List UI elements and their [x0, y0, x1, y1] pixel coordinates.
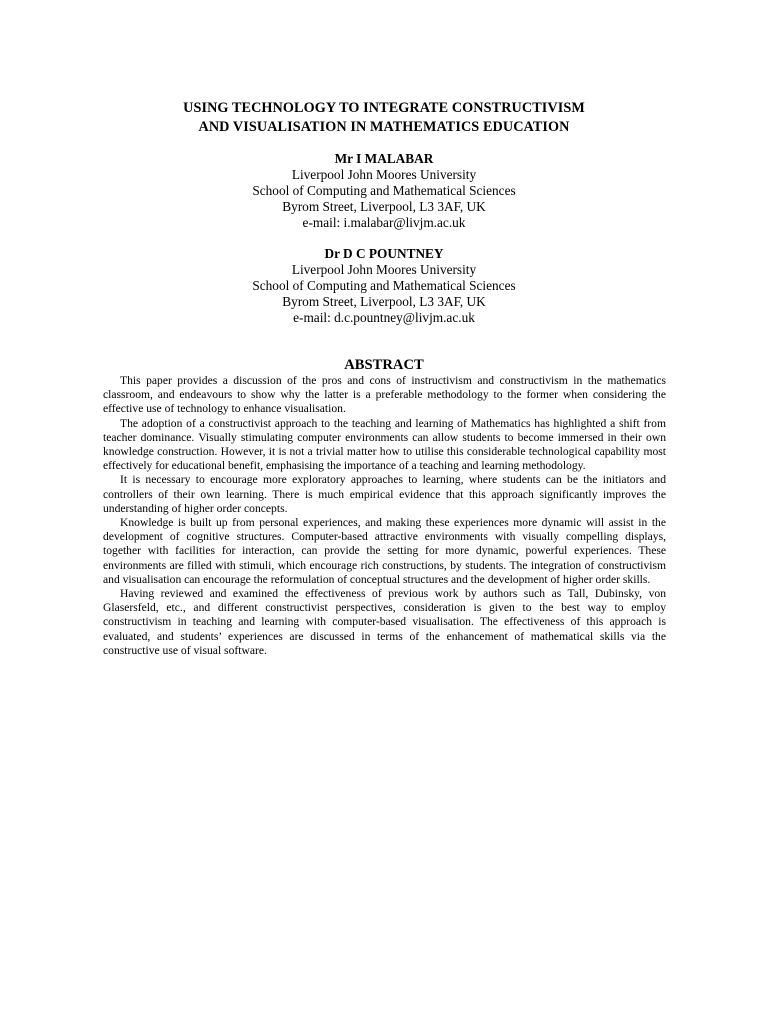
paper-title — [100, 99, 668, 137]
author-name: Dr D C POUNTNEY — [324, 246, 444, 261]
author-name: Mr I MALABAR — [334, 151, 434, 166]
abstract-paragraph: This paper provides a discussion of the pros and cons of instructivism and constructivism in the mathematics classroom, and endeavours to show why the latter is a preferable methodology to the former when considering the effective use of technology to enhance visualisation. — [103, 374, 666, 416]
author-block-malabar — [100, 151, 668, 231]
author-affiliation: Liverpool John Moores University — [291, 262, 477, 277]
author-school: School of Computing and Mathematical Sciences — [252, 278, 516, 293]
author-school: School of Computing and Mathematical Sciences — [252, 183, 516, 198]
paper-title-line-1: USING TECHNOLOGY TO INTEGRATE CONSTRUCTIVISM — [183, 100, 585, 116]
abstract-paragraph: It is necessary to encourage more exploratory approaches to learning, where students can be the initiators and controllers of their own learning. There is much empirical evidence that this approach significantly improves the understanding of higher order concepts. — [103, 473, 666, 515]
author-address: Byrom Street, Liverpool, L3 3AF, UK — [282, 199, 486, 214]
abstract-heading: ABSTRACT — [344, 357, 424, 373]
paper-title-line-2: AND VISUALISATION IN MATHEMATICS EDUCATION — [198, 119, 570, 135]
author-affiliation: Liverpool John Moores University — [291, 167, 477, 182]
abstract-paragraph: Having reviewed and examined the effectiveness of previous work by authors such as Tall, Dubinsky, von Glasersfeld, etc., and different constructivist perspectives, consideration is given to the best way to employ constructivism in teaching and learning with computer-based visualisation. The effectiveness of this approach is evaluated, and students’ experiences are discussed in terms of the enhancement of mathematical skills via the constructive use of visual software. — [103, 587, 666, 657]
abstract-paragraph: The adoption of a constructivist approach to the teaching and learning of Mathematics has highlighted a shift from teacher dominance. Visually stimulating computer environments can allow students to become immersed in their own knowledge construction. However, it is not a trivial matter how to utilise this considerable technological capability most effectively for educational benefit, emphasising the importance of a teaching and learning methodology. — [103, 416, 666, 473]
abstract-body — [103, 374, 666, 658]
author-email: e-mail: d.c.pountney@livjm.ac.uk — [293, 310, 475, 325]
author-address: Byrom Street, Liverpool, L3 3AF, UK — [282, 294, 486, 309]
author-email: e-mail: i.malabar@livjm.ac.uk — [302, 215, 466, 230]
abstract-paragraph: Knowledge is built up from personal experiences, and making these experiences more dynamic will assist in the development of cognitive structures. Computer-based attractive environments with visually compelling displays, together with facilities for interaction, can provide the setting for more dynamic, powerful experiences. These environments are filled with stimuli, which encourage rich constructions, by students. The integration of constructivism and visualisation can encourage the reformulation of conceptual structures and the development of higher order skills. — [103, 516, 666, 586]
author-block-pountney — [100, 246, 668, 326]
